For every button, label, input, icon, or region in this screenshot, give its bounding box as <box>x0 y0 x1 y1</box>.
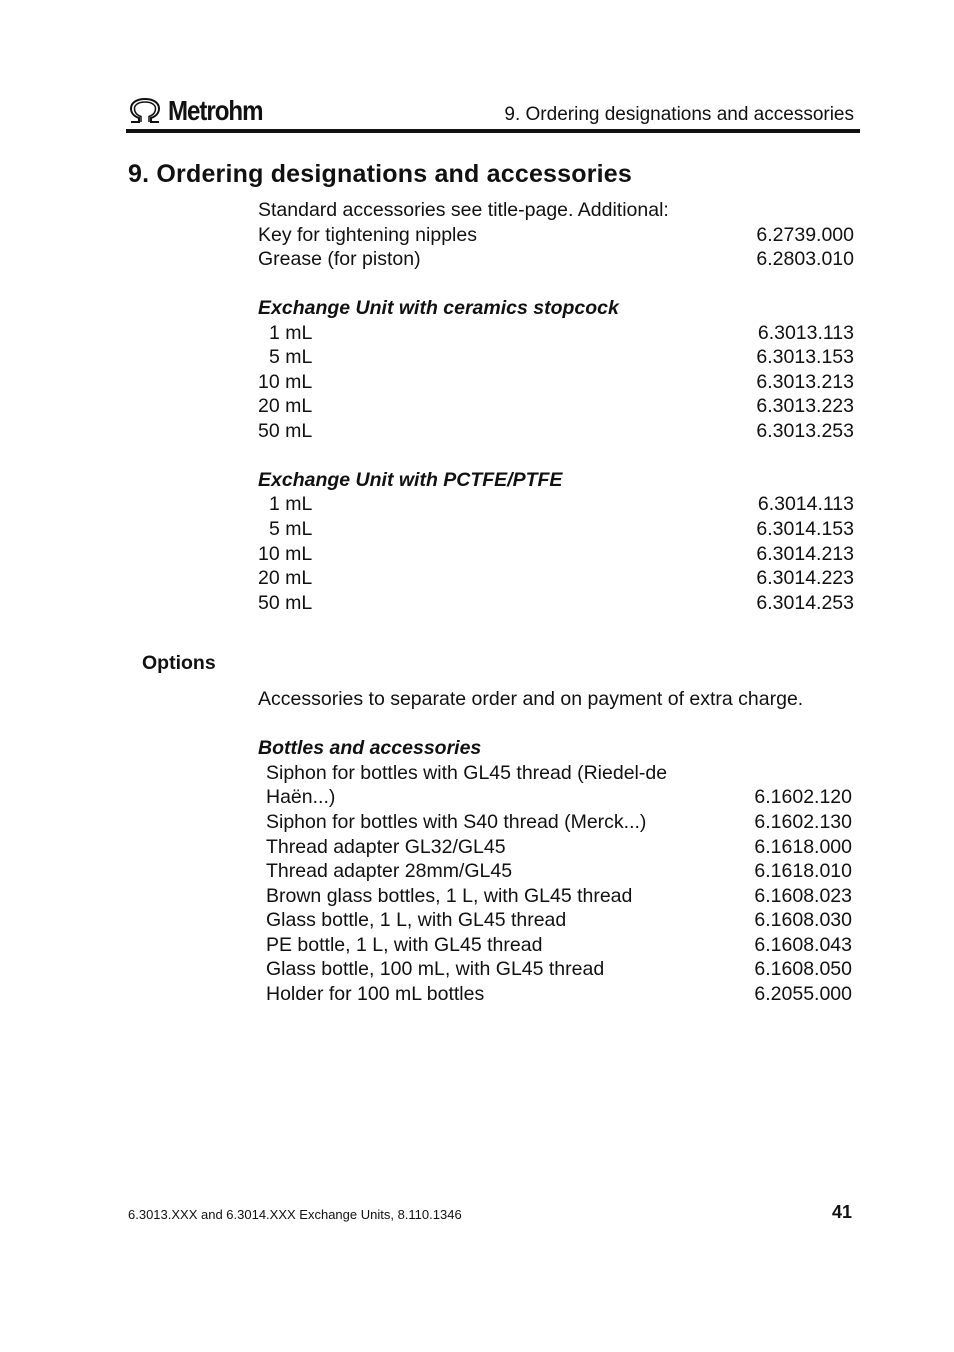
list-item <box>266 957 852 981</box>
item-number: 6.1602.120 <box>754 786 852 808</box>
list-item <box>266 810 852 834</box>
item-label: 1 mL <box>269 322 313 344</box>
options-text: Accessories to separate order and on payment of extra charge. <box>258 688 804 710</box>
list-item <box>258 370 854 394</box>
item-label: 50 mL <box>258 592 313 614</box>
item-number: 6.2739.000 <box>756 224 854 246</box>
list-item <box>266 933 852 957</box>
bottles-heading: Bottles and accessories <box>258 737 482 759</box>
item-label: Thread adapter 28mm/GL45 <box>266 860 513 882</box>
list-item <box>266 785 852 809</box>
item-number: 6.3013.113 <box>757 322 854 344</box>
item-number: 6.1608.043 <box>754 934 852 956</box>
list-item <box>258 247 854 271</box>
list-item <box>258 566 854 590</box>
list-item <box>266 835 852 859</box>
page-number: 41 <box>831 1202 852 1222</box>
item-label: Grease (for piston) <box>258 248 421 270</box>
item-label: 10 mL <box>258 543 313 565</box>
omega-logo-icon <box>128 97 162 125</box>
list-item <box>258 223 854 247</box>
item-label: 1 mL <box>269 493 313 515</box>
item-number: 6.2055.000 <box>754 983 852 1005</box>
list-item <box>266 859 852 883</box>
item-number: 6.1618.000 <box>754 836 852 858</box>
item-number: 6.3013.253 <box>756 420 854 442</box>
item-label: Haën...) <box>266 786 336 808</box>
standard-intro: Standard accessories see title-page. Additional: <box>258 199 669 221</box>
metrohm-logo <box>128 95 278 127</box>
item-number: 6.3013.213 <box>756 371 854 393</box>
item-number: 6.3014.213 <box>756 543 854 565</box>
item-label: PE bottle, 1 L, with GL45 thread <box>266 934 543 956</box>
header-rule <box>126 129 860 133</box>
list-item <box>258 542 854 566</box>
item-label: 5 mL <box>269 518 313 540</box>
item-label: 5 mL <box>269 346 313 368</box>
item-label: Thread adapter GL32/GL45 <box>266 836 506 858</box>
list-item <box>258 591 854 615</box>
list-item <box>258 321 854 345</box>
item-number: 6.3013.153 <box>756 346 854 368</box>
item-label: 20 mL <box>258 395 313 417</box>
running-head: 9. Ordering designations and accessories <box>504 104 854 125</box>
list-item <box>258 517 854 541</box>
item-label: Holder for 100 mL bottles <box>266 983 485 1005</box>
list-item <box>266 908 852 932</box>
footer-document-id: 6.3013.XXX and 6.3014.XXX Exchange Units, 8.110.1346 <box>128 1207 462 1222</box>
list-item <box>258 419 854 443</box>
item-label: Glass bottle, 1 L, with GL45 thread <box>266 909 567 931</box>
item-label: Glass bottle, 100 mL, with GL45 thread <box>266 958 605 980</box>
pctfe-heading: Exchange Unit with PCTFE/PTFE <box>258 469 563 491</box>
item-label: 50 mL <box>258 420 313 442</box>
options-heading: Options <box>142 652 216 674</box>
item-number: 6.3014.153 <box>756 518 854 540</box>
ceramics-heading: Exchange Unit with ceramics stopcock <box>258 297 619 319</box>
item-label: 10 mL <box>258 371 313 393</box>
item-number: 6.3013.223 <box>756 395 854 417</box>
item-label: Brown glass bottles, 1 L, with GL45 thread <box>266 885 633 907</box>
item-number: 6.1608.050 <box>754 958 852 980</box>
item-number: 6.3014.223 <box>756 567 854 589</box>
item-label: 20 mL <box>258 567 313 589</box>
item-number: 6.2803.010 <box>756 248 854 270</box>
list-item <box>266 884 852 908</box>
list-item <box>258 394 854 418</box>
item-number: 6.1608.023 <box>754 885 852 907</box>
item-label: Key for tightening nipples <box>258 224 477 246</box>
item-number: 6.1608.030 <box>754 909 852 931</box>
list-item <box>266 982 852 1006</box>
page-title: 9. Ordering designations and accessories <box>128 160 633 188</box>
item-number: 6.1602.130 <box>754 811 852 833</box>
item-number: 6.3014.113 <box>757 493 854 515</box>
list-item <box>258 492 854 516</box>
logo-text: Metrohm <box>168 95 263 126</box>
siphon-line: Siphon for bottles with GL45 thread (Riedel-de <box>266 762 668 784</box>
list-item <box>258 345 854 369</box>
item-number: 6.1618.010 <box>754 860 852 882</box>
item-number: 6.3014.253 <box>756 592 854 614</box>
item-label: Siphon for bottles with S40 thread (Merck...) <box>266 811 647 833</box>
